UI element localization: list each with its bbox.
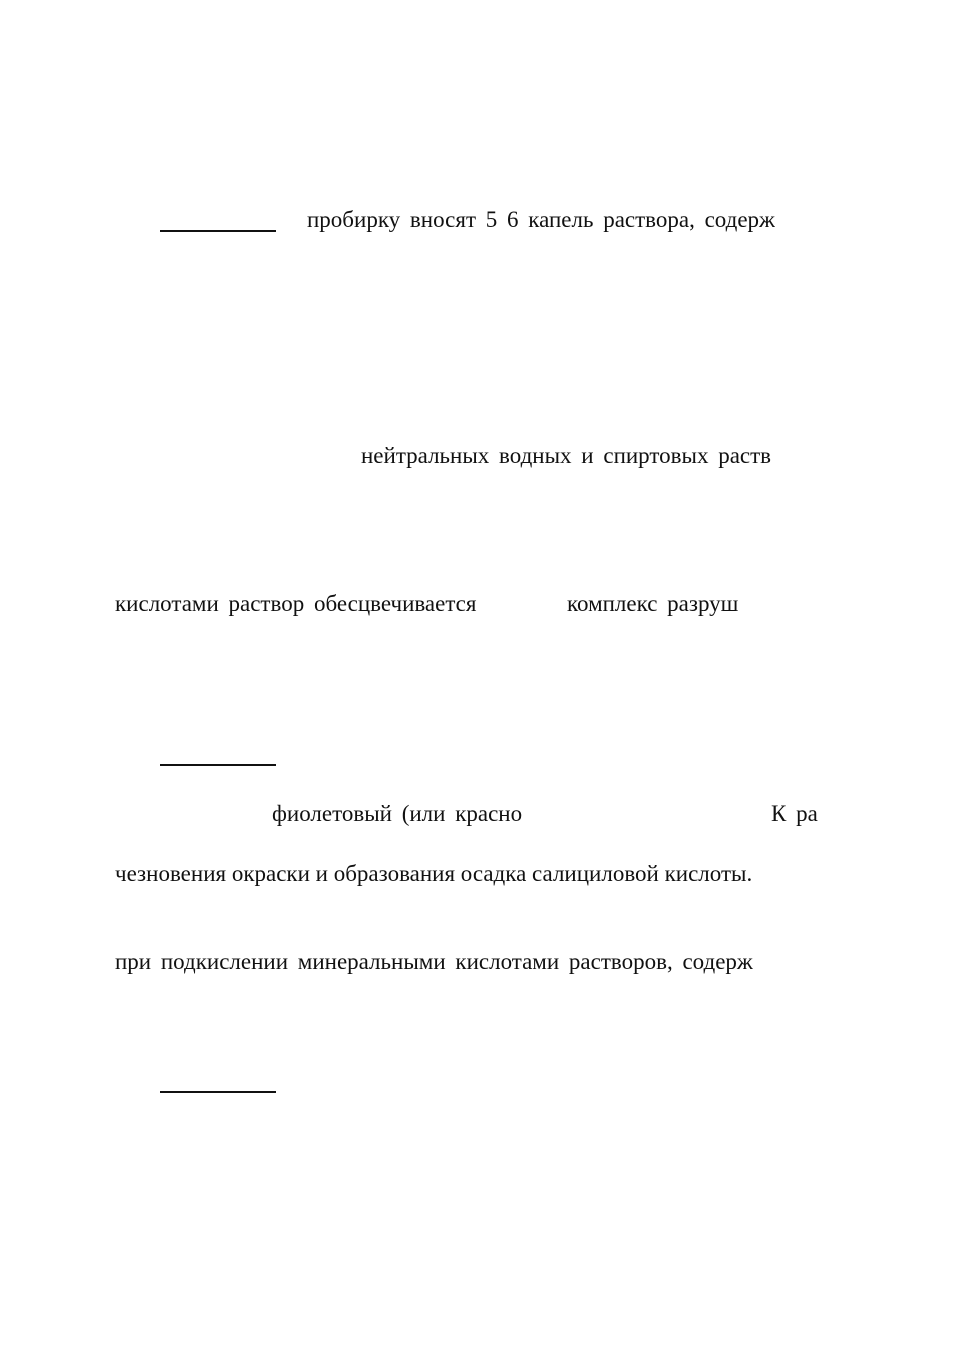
text-line: чезновения окраски и образования осадка салициловой кислоты.: [115, 861, 753, 886]
text-line: кислотами раствор обесцвечивается: [115, 591, 477, 616]
text-line: комплекс разруш: [567, 591, 739, 616]
text-line: фиолетовый (или красно: [272, 801, 523, 826]
blank-underline: [160, 1091, 276, 1093]
text-line: К ра: [771, 801, 818, 826]
blank-underline: [160, 230, 276, 232]
text-line: пробирку вносят 5 6 капель раствора, содерж: [307, 207, 775, 232]
text-line: при подкислении минеральными кислотами растворов, содерж: [115, 949, 753, 974]
text-line: нейтральных водных и спиртовых раств: [361, 443, 772, 468]
blank-underline: [160, 764, 276, 766]
